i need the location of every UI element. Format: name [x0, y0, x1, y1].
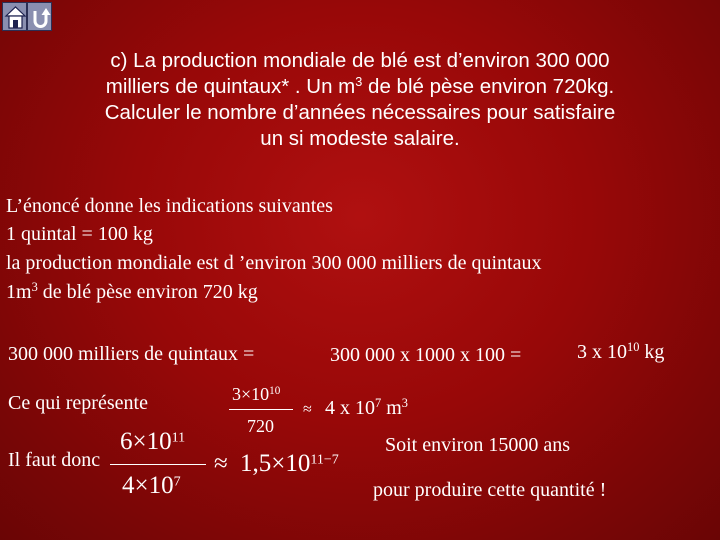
calc2-approx: ≈ — [303, 401, 312, 418]
calc2-numerator — [232, 384, 280, 405]
calc1-rhs — [577, 341, 664, 364]
question-line-2-end: de blé pèse environ 720kg. — [362, 75, 615, 98]
calc2-fraction-bar — [229, 409, 293, 410]
statement-production: la production mondiale est d ’environ 300 000 milliers de quintaux — [6, 252, 542, 274]
calc3-den-exponent: 7 — [173, 474, 181, 490]
calc2-num-base: 3×10 — [232, 384, 270, 404]
calc3-result-base: 1,5×10 — [240, 450, 311, 477]
calc2-result-exponent: 7 — [375, 396, 382, 411]
density-exponent: 3 — [31, 280, 38, 295]
calc1-rhs-unit: kg — [639, 341, 665, 363]
calc2-unit-exponent: 3 — [401, 396, 408, 411]
home-button[interactable] — [2, 2, 27, 31]
calc2-result-unit: m — [381, 397, 402, 419]
calc3-approx: ≈ — [214, 450, 228, 477]
home-icon — [3, 3, 28, 32]
calc3-soit: Soit environ 15000 ans — [385, 434, 570, 456]
calc3-pour: pour produire cette quantité ! — [373, 479, 607, 501]
calc2-num-exponent: 10 — [269, 384, 281, 397]
calc3-result-exponent: 11−7 — [310, 452, 339, 468]
back-button[interactable] — [27, 2, 52, 31]
calc2-label: Ce qui représente — [8, 392, 148, 414]
calc3-left-line — [110, 464, 206, 465]
question-text — [40, 48, 680, 152]
statement-quintal: 1 quintal = 100 kg — [6, 223, 153, 245]
density-end: de blé pèse environ 720 kg — [37, 281, 258, 303]
statement-intro: L’énoncé donne les indications suivantes — [6, 195, 333, 217]
calc3-num-exponent: 11 — [171, 430, 186, 446]
u-turn-back-icon — [28, 3, 53, 32]
statement-density — [6, 278, 258, 306]
question-line-1: c) La production mondiale de blé est d’environ 300 000 — [110, 49, 610, 72]
density-start: 1m — [6, 281, 32, 303]
calc1-lhs: 300 000 milliers de quintaux = — [8, 343, 255, 365]
calc2-result — [325, 397, 408, 420]
calc3-label: Il faut donc — [8, 449, 101, 471]
question-line-2-start: milliers de quintaux* . Un m — [105, 75, 356, 98]
calc2-result-base: 4 x 10 — [325, 397, 375, 419]
calc3-num-base: 6×10 — [120, 428, 172, 455]
calc3-denominator — [122, 472, 181, 500]
calc3-den-base: 4×10 — [122, 472, 174, 499]
calc1-rhs-exponent: 10 — [627, 340, 640, 355]
calc1-rhs-base: 3 x 10 — [577, 341, 627, 363]
question-line-2 — [40, 74, 680, 100]
calc3-numerator — [120, 428, 185, 456]
question-line-4: un si modeste salaire. — [260, 127, 460, 150]
calc2-denominator: 720 — [247, 416, 274, 436]
cube-exponent: 3 — [355, 74, 363, 90]
calc3-result — [240, 450, 339, 478]
question-line-3: Calculer le nombre d’années nécessaires pour satisfaire — [104, 101, 616, 124]
calc1-mid: 300 000 x 1000 x 100 = — [330, 344, 522, 366]
